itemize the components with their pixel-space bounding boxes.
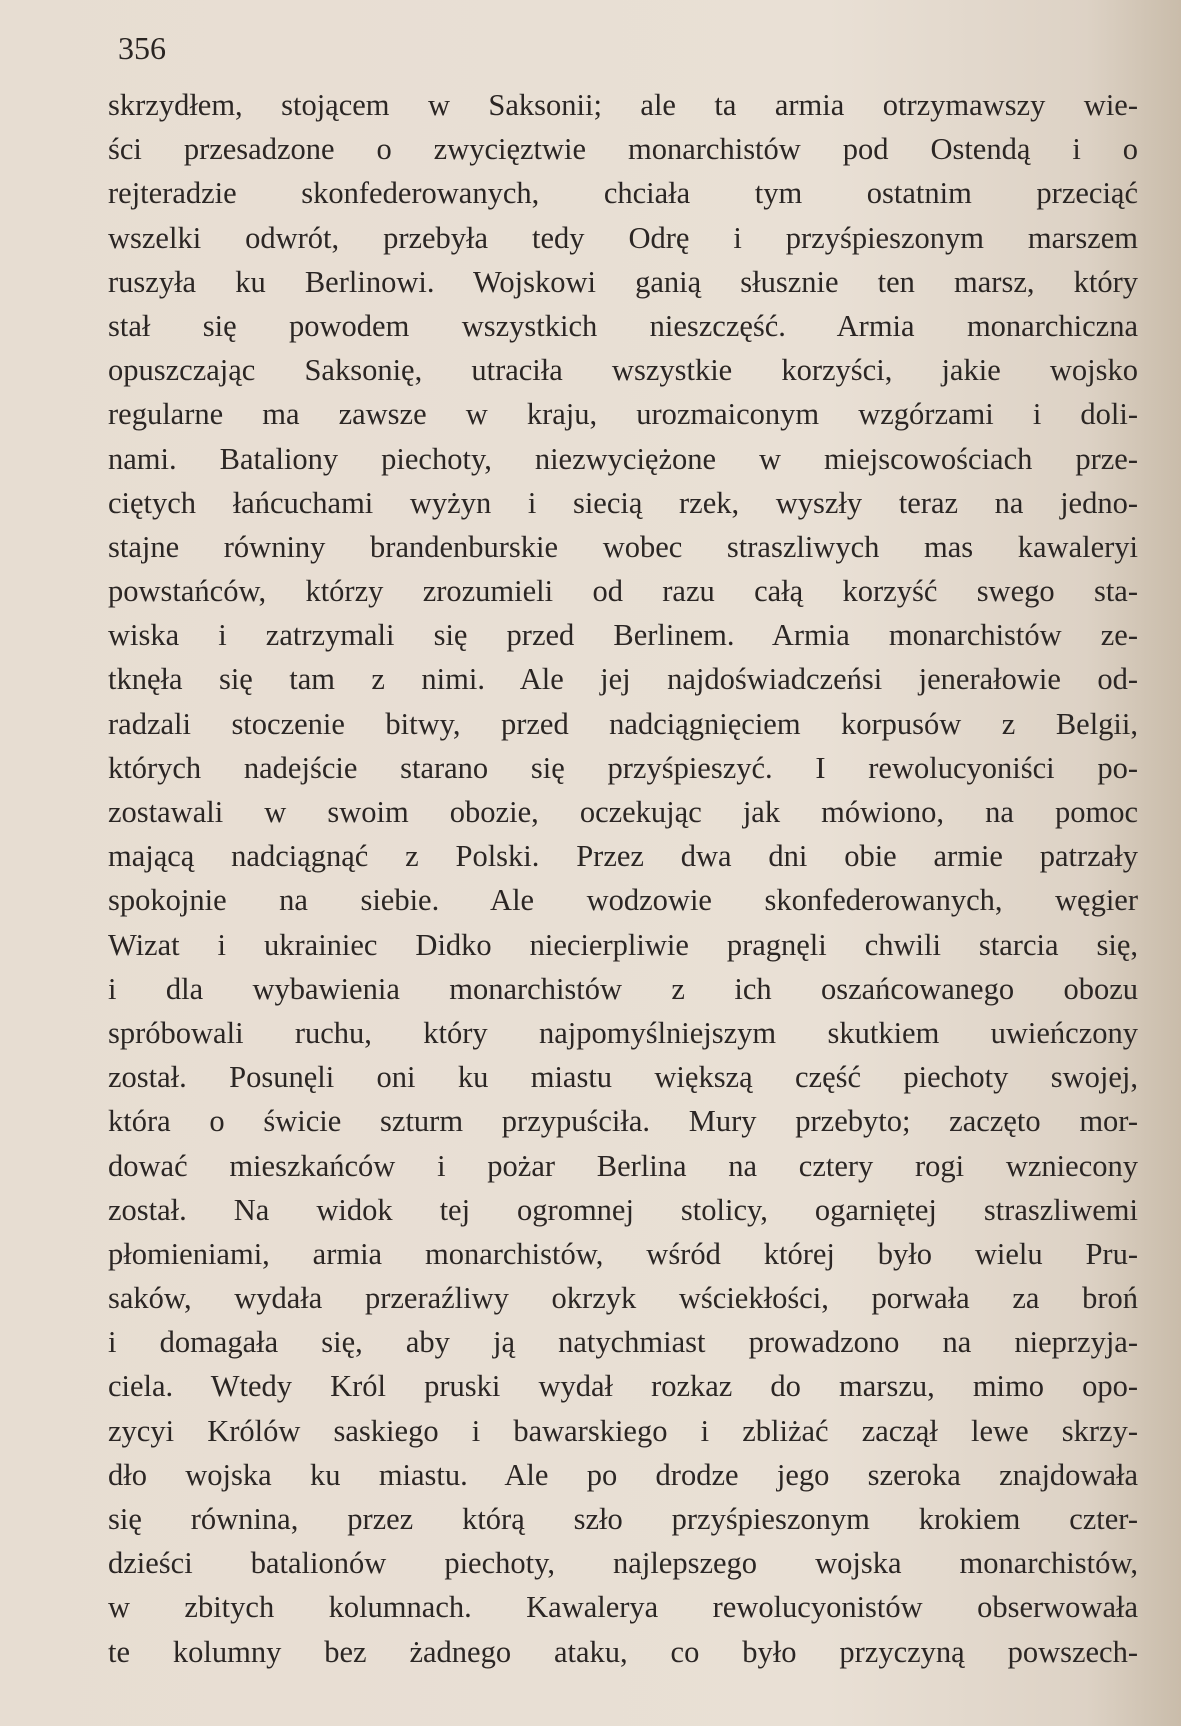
text-line: i dla wybawienia monarchistów z ich oszańcowanego obozu — [108, 971, 1138, 1006]
text-line: skrzydłem, stojącem w Saksonii; ale ta armia otrzymawszy wie- — [108, 88, 1138, 122]
page-number: 356 — [118, 30, 166, 66]
text-line: spróbowali ruchu, który najpomyślniejszym skutkiem uwieńczony — [108, 1015, 1138, 1050]
text-line: wszelki odwrót, przebyła tedy Odrę i przyśpieszonym marszem — [108, 220, 1138, 255]
text-line: i domagała się, aby ją natychmiast prowadzono na nieprzyja- — [108, 1325, 1138, 1360]
text-line: nami. Bataliony piechoty, niezwyciężone w miejscowościach prze- — [108, 441, 1138, 476]
text-line: Wizat i ukrainiec Didko niecierpliwie pragnęli chwili starcia się, — [108, 927, 1138, 962]
text-line: powstańców, którzy zrozumieli od razu całą korzyść swego sta- — [108, 574, 1138, 609]
text-line: rejteradzie skonfederowanych, chciała tym ostatnim przeciąć — [108, 176, 1138, 211]
body-text — [108, 83, 1138, 1674]
text-line: mającą nadciągnąć z Polski. Przez dwa dni obie armie patrzały — [108, 839, 1138, 874]
text-line: został. Na widok tej ogromnej stolicy, ogarniętej straszliwemi — [108, 1192, 1138, 1227]
text-line: ciela. Wtedy Król pruski wydał rozkaz do marszu, mimo opo- — [108, 1369, 1138, 1404]
text-line: stajne równiny brandenburskie wobec straszliwych mas kawaleryi — [108, 529, 1138, 564]
text-line: zostawali w swoim obozie, oczekując jak mówiono, na pomoc — [108, 795, 1138, 829]
text-line: tknęła się tam z nimi. Ale jej najdoświadczeńsi jenerałowie od- — [108, 662, 1138, 697]
text-line: radzali stoczenie bitwy, przed nadciągnięciem korpusów z Belgii, — [108, 706, 1138, 741]
text-line: spokojnie na siebie. Ale wodzowie skonfederowanych, węgier — [108, 883, 1138, 918]
text-line: został. Posunęli oni ku miastu większą część piechoty swojej, — [108, 1060, 1138, 1095]
text-line: ciętych łańcuchami wyżyn i siecią rzek, wyszły teraz na jedno- — [108, 485, 1138, 520]
text-line: stał się powodem wszystkich nieszczęść. Armia monarchiczna — [108, 308, 1138, 343]
text-line: wiska i zatrzymali się przed Berlinem. Armia monarchistów ze- — [108, 618, 1138, 653]
text-line: saków, wydała przeraźliwy okrzyk wściekłości, porwała za broń — [108, 1281, 1138, 1316]
text-line: dować mieszkańców i pożar Berlina na cztery rogi wzniecony — [108, 1148, 1138, 1183]
text-line: w zbitych kolumnach. Kawalerya rewolucyonistów obserwowała — [108, 1590, 1138, 1625]
text-line: płomieniami, armia monarchistów, wśród której było wielu Pru- — [108, 1236, 1138, 1271]
text-line: których nadejście starano się przyśpieszyć. I rewolucyoniści po- — [108, 750, 1138, 785]
text-line: która o świcie szturm przypuściła. Mury przebyto; zaczęto mor- — [108, 1104, 1138, 1139]
text-line: ruszyła ku Berlinowi. Wojskowi ganią słusznie ten marsz, który — [108, 264, 1138, 299]
text-line: zycyi Królów saskiego i bawarskiego i zbliżać zaczął lewe skrzy- — [108, 1413, 1138, 1448]
text-line: dzieści batalionów piechoty, najlepszego wojska monarchistów, — [108, 1546, 1138, 1581]
text-line: ści przesadzone o zwycięztwie monarchistów pod Ostendą i o — [108, 132, 1138, 167]
text-line: się równina, przez którą szło przyśpieszonym krokiem czter- — [108, 1502, 1138, 1536]
text-line: te kolumny bez żadnego ataku, co było przyczyną powszech- — [108, 1634, 1138, 1669]
text-line: opuszczając Saksonię, utraciła wszystkie korzyści, jakie wojsko — [108, 353, 1138, 388]
text-line: regularne ma zawsze w kraju, urozmaiconym wzgórzami i doli- — [108, 397, 1138, 432]
text-line: dło wojska ku miastu. Ale po drodze jego szeroka znajdowała — [108, 1457, 1138, 1492]
